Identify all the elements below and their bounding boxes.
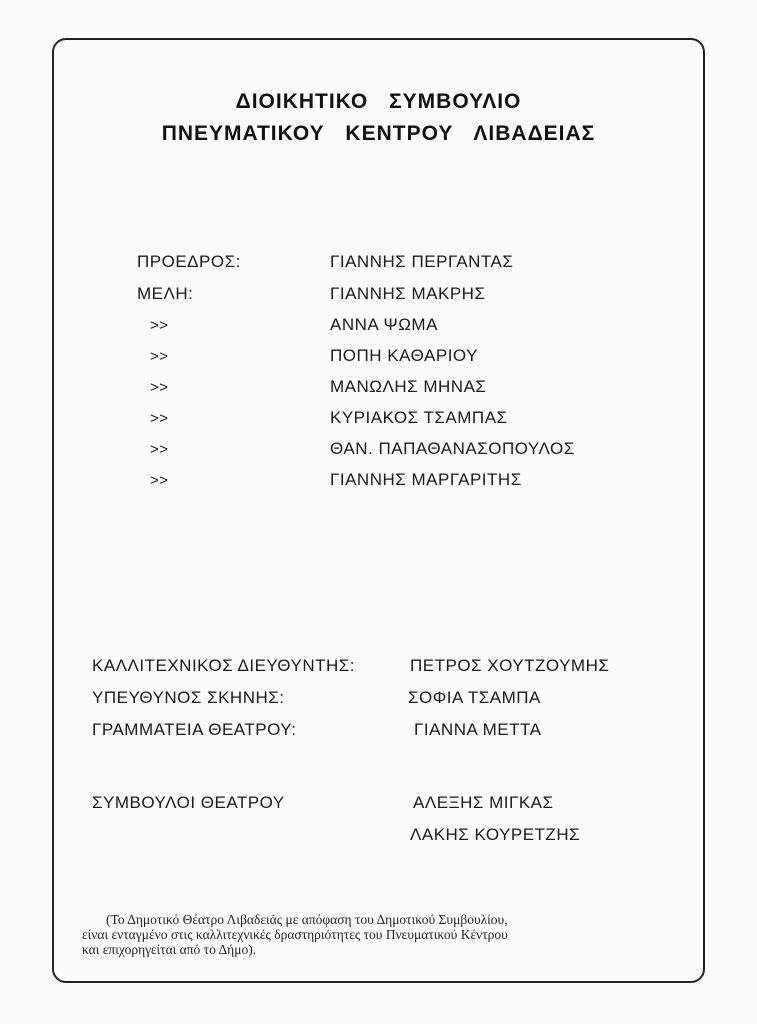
title-line-1: ΔΙΟΙΚΗΤΙΚΟ ΣΥΜΒΟΥΛΙΟ	[235, 90, 522, 113]
title-line-2: ΠΝΕΥΜΑΤΙΚΟΥ ΚΕΝΤΡΟΥ ΛΙΒΑΔΕΙΑΣ	[161, 122, 596, 145]
member-name: ΑΝΝΑ ΨΩΜΑ	[330, 315, 438, 334]
advisors-label: ΣΥΜΒΟΥΛΟΙ ΘΕΑΤΡΟΥ	[92, 793, 285, 812]
member-name: ΚΥΡΙΑΚΟΣ ΤΣΑΜΠΑΣ	[330, 408, 508, 427]
artistic-director-name: ΠΕΤΡΟΣ ΧΟΥΤΖΟΥΜΗΣ	[410, 656, 610, 675]
member-name: ΜΑΝΩΛΗΣ ΜΗΝΑΣ	[330, 377, 487, 396]
secretariat-label: ΓΡΑΜΜΑΤΕΙΑ ΘΕΑΤΡΟΥ:	[92, 720, 297, 739]
member-name: ΓΙΑΝΝΗΣ ΜΑΚΡΗΣ	[330, 284, 486, 303]
member-name: ΓΙΑΝΝΗΣ ΜΑΡΓΑΡΙΤΗΣ	[330, 470, 522, 489]
president-name: ΓΙΑΝΝΗΣ ΠΕΡΓΑΝΤΑΣ	[330, 252, 514, 271]
ditto-mark: >>	[150, 410, 169, 427]
ditto-mark: >>	[150, 348, 169, 365]
ditto-mark: >>	[150, 317, 169, 334]
member-name: ΠΟΠΗ ΚΑΘΑΡΙΟΥ	[330, 346, 478, 365]
artistic-director-label: ΚΑΛΛΙΤΕΧΝΙΚΟΣ ΔΙΕΥΘΥΝΤΗΣ:	[92, 656, 355, 675]
ditto-mark: >>	[150, 379, 169, 396]
footnote	[82, 912, 682, 957]
members-label: ΜΕΛΗ:	[137, 284, 194, 303]
member-name: ΘΑΝ. ΠΑΠΑΘΑΝΑΣΟΠΟΥΛΟΣ	[330, 439, 575, 458]
advisor-name: ΑΛΕΞΗΣ ΜΙΓΚΑΣ	[413, 793, 554, 812]
president-label: ΠΡΟΕΔΡΟΣ:	[137, 252, 241, 271]
ditto-mark: >>	[150, 472, 169, 489]
stage-manager-name: ΣΟΦΙΑ ΤΣΑΜΠΑ	[408, 688, 541, 707]
ditto-mark: >>	[150, 441, 169, 458]
footnote-line: (Το Δημοτικό Θέατρο Λιβαδειάς με απόφαση του Δημοτικού Συμβουλίου,	[106, 912, 508, 927]
footnote-line: είναι ενταγμένο στις καλλιτεχνικές δραστηριότητες του Πνευματικού Κέντρου	[82, 927, 508, 942]
stage-manager-label: ΥΠΕΥΘΥΝΟΣ ΣΚΗΝΗΣ:	[92, 688, 285, 707]
secretariat-name: ΓΙΑΝΝΑ ΜΕΤΤΑ	[414, 720, 542, 739]
footnote-line: και επιχορηγείται από το Δήμο).	[82, 942, 257, 957]
page-border	[52, 38, 705, 983]
advisor-name: ΛΑΚΗΣ ΚΟΥΡΕΤΖΗΣ	[410, 825, 581, 844]
